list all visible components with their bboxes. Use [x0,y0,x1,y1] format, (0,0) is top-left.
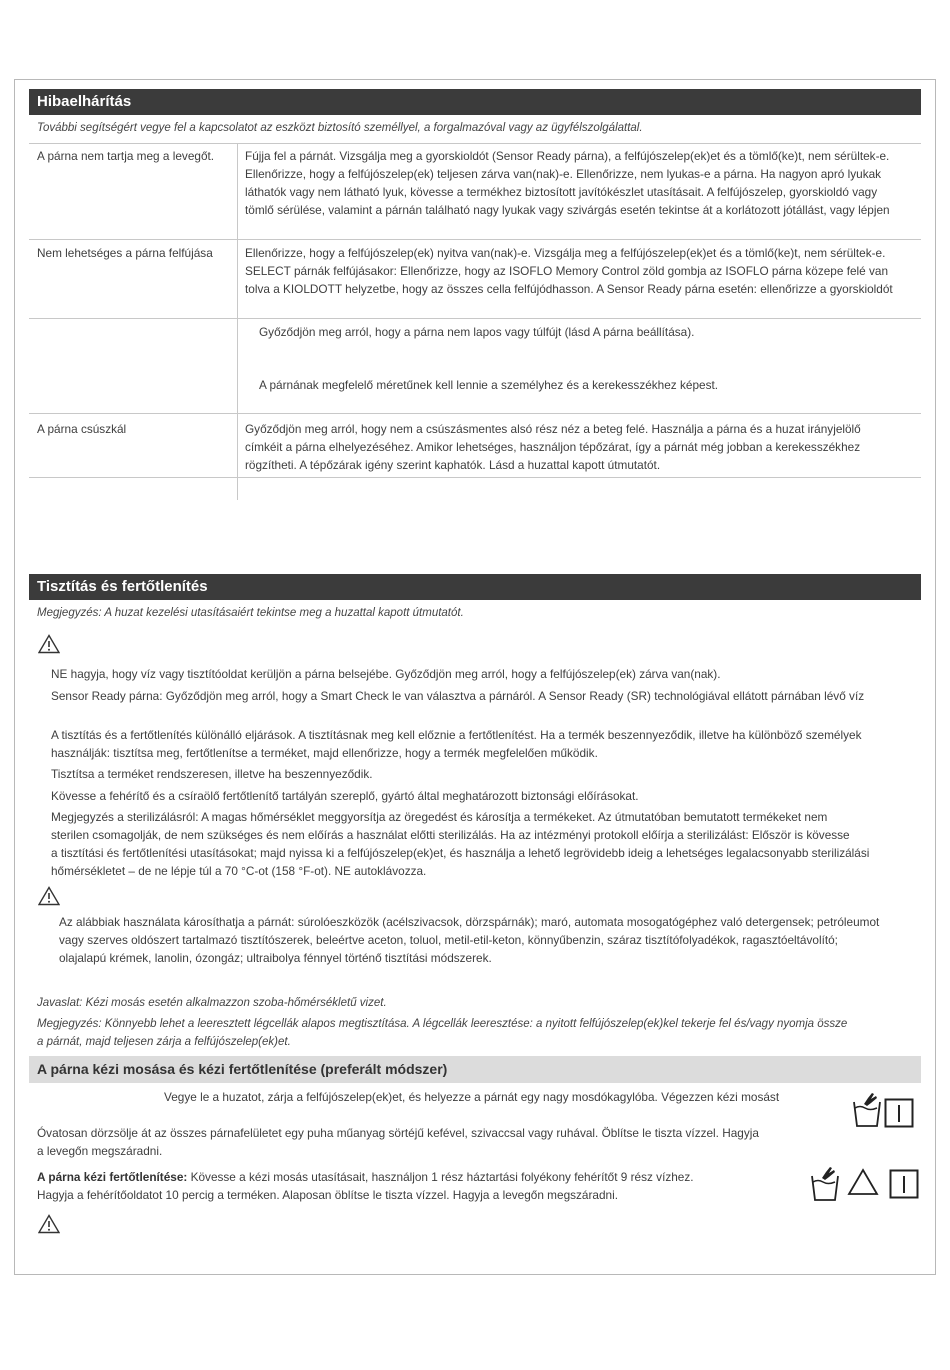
troubleshooting-note: További segítségért vegye fel a kapcsolatot az eszközt biztosító személlyel, a forgalmazóval vagy az ügyfélszolgálattal. [37,122,643,134]
divider [29,318,921,319]
disinfect-text [37,1168,694,1186]
disinfect-label: A párna kézi fertőtlenítése: [37,1170,188,1184]
hand-wash-icon [810,1162,840,1202]
cleaning-note: Megjegyzés: A huzat kezelési utasításaiért tekintse meg a huzattal kapott útmutatót. [37,607,464,619]
warning-icon [38,634,60,654]
solution-line: Győződjön meg arról, hogy nem a csúszásmentes alsó rész néz a beteg felé. Használja a párna és a huzat irányjelölő [245,422,861,436]
bleach-icon [847,1168,879,1196]
solution-line: címkéit a párna elhelyezéséhez. Amikor lehetséges, használjon tépőzárat, így a párnát még jobban a kerekesszékhez [245,440,861,454]
cleaning-title: Tisztítás és fertőtlenítés [29,574,921,600]
column-divider [237,143,238,500]
warning-text: olajalapú krémek, lanolin, ózongáz; ultraibolya fénnyel történő tisztítási módszerek. [59,951,492,965]
solution-line: Ellenőrizze, hogy a felfújószelep(ek) teljesen zárva van(nak)-e. Ellenőrizze, nem lyukas-e a párna. Ha nagyon apró lyukak [245,167,882,181]
disinfect-text: Hagyja a fehérítőoldatot 10 percig a terméken. Alaposan öblítse le tiszta vízzel. Hagyja a levegőn megszáradni. [37,1188,619,1202]
hand-wash-icon [852,1090,882,1128]
handwash-text: Vegyе le a huzatot, zárja a felfújószelep(ek)et, és helyezze a párnát egy nagy mosdókagylóba. Végezzen kézi mosást [164,1090,780,1104]
solution-line: láthatók vagy nem látható lyuk, kövesse a termékhez biztosított javítókészlet utasításait. A felfújószelep, gyorskioldó vagy [245,185,878,199]
cleaning-paragraph: Megjegyzés a sterilizálásról: A magas hőmérséklet meggyorsítja az öregedést és károsítja a termékeket. Az útmutatóban bemutatott termékeket nem [51,810,828,824]
problem-cell: A párna csúszkál [37,422,127,436]
warning-icon [38,886,60,906]
warning-text: NE hagyja, hogy víz vagy tisztítóoldat kerüljön a párna belsejébe. Győződjön meg arról, hogy a felfújószelep(ek) zárva van(nak). [51,667,721,681]
line-dry-icon [884,1098,914,1128]
note-text: a párnát, majd teljesen zárja a felfújószelep(ek)et. [37,1036,291,1048]
divider [29,413,921,414]
line-dry-icon [889,1169,919,1199]
problem-cell: A párna nem tartja meg a levegőt. [37,149,215,163]
cleaning-paragraph: sterilen csomagolják, de nem szükséges és nem előírás a használat előtti sterilizálás. Ha az intézményi protokoll előírja a sterilizálást: Először is kövesse [51,828,850,842]
warning-text: Az alábbiak használata károsíthatja a párnát: súrolóeszközök (acélszivacsok, dörzspárnák); maró, automata mosogatógéphez való detergensek; petróleumot [59,915,880,929]
solution-line: Fújja fel a párnát. Vizsgálja meg a gyorskioldót (Sensor Ready párna), a felfújószelep(ek)et és a tömlő(ke)t, nem sérültek-e. [245,149,890,163]
solution-line: A párnának megfelelő méretűnek kell lennie a személyhez és a kerekesszékhez képest. [259,378,719,392]
warning-text: vagy szerves oldószert tartalmazó tisztítószerek, beleértve aceton, toluol, metil-etil-keton, könnyűbenzin, száraz tisztítófolyadékok, ragasztóeltávolító; [59,933,838,947]
cleaning-paragraph: Tisztítsa a terméket rendszeresen, illetve ha beszennyeződik. [51,767,373,781]
cleaning-paragraph: A tisztítás és a fertőtlenítés különálló eljárások. A tisztításnak meg kell előznie a fertőtlenítést. Ha a termék beszennyeződik, illetve ha különböző személyek [51,728,862,742]
divider [29,143,921,144]
solution-line: Ellenőrizze, hogy a felfújószelep(ek) nyitva van(nak)-e. Vizsgálja meg a felfújószelep(ek)et és a tömlő(ke)t, nem sérültek-e. [245,246,886,260]
solution-line: SELECT párnák felfújásakor: Ellenőrizze, hogy az ISOFLO Memory Control zöld gombja az ISOFLO párna közepe felé van [245,264,889,278]
solution-line: Győződjön meg arról, hogy a párna nem lapos vagy túlfújt (lásd A párna beállítása). [259,325,695,339]
disinfect-rest: Kövesse a kézi mosás utasításait, használjon 1 rész háztartási folyékony fehérítőt 9 rész vízhez. [187,1170,694,1184]
handwash-text: a levegőn megszáradni. [37,1144,163,1158]
handwash-title: A párna kézi mosása és kézi fertőtlenítése (preferált módszer) [29,1056,921,1083]
divider [29,239,921,240]
solution-line: tolva a KIOLDOTT helyzetbe, hogy az összes cella felfújódhasson. A Sensor Ready párna esetén: ellenőrizze a gyorskioldót [245,282,893,296]
note-text: Megjegyzés: Könnyebb lehet a leeresztett légcellák alapos megtisztítása. A légcellák leeresztése: a nyitott felfújószelep(ek)kel tekerje fel és/vagy nyomja össze [37,1018,848,1030]
cleaning-paragraph: használják: tisztítsa meg, fertőtlenítse a terméket, majd ellenőrizze, hogy a termék megfelelően működik. [51,746,598,760]
handwash-text: Óvatosan dörzsölje át az összes párnafelületet egy puha műanyag sörtéjű kefével, szivaccsal vagy ruhával. Öblítse le tiszta vízzel. Hagyja [37,1126,759,1140]
cleaning-paragraph: Kövesse a fehérítő és a csíraölő fertőtlenítő tartályán szereplő, gyártó által meghatározott biztonsági előírásokat. [51,789,639,803]
solution-line: rögzítheti. A tépőzárak igény szerint kaphatók. Lásd a huzattal kapott útmutatót. [245,458,661,472]
problem-cell: Nem lehetséges a párna felfújása [37,246,213,260]
divider [29,477,921,478]
warning-icon [38,1214,60,1234]
warning-text: Sensor Ready párna: Győződjön meg arról, hogy a Smart Check le van választva a párnáról. A Sensor Ready (SR) technológiával ellátott párnában lévő víz [51,689,865,703]
troubleshooting-title: Hibaelhárítás [29,89,921,115]
cleaning-paragraph: hőmérsékletet – de ne lépje túl a 70 °C-ot (158 °F-ot). NE autoklávozza. [51,864,427,878]
cleaning-paragraph: a tisztítási és fertőtlenítési utasításokat; majd nyissa ki a felfújószelep(ek)et, és használja a lehető legrövidebb ideig a lehetséges legalacsonyabb sterilizálási [51,846,870,860]
solution-line: tömlő sérülése, valamint a párnán található nagy lyukak vagy szivárgás esetén tekintse át a korlátozott jótállást, vagy lépjen [245,203,890,217]
suggestion-text: Javaslat: Kézi mosás esetén alkalmazzon szoba-hőmérsékletű vizet. [37,997,387,1009]
